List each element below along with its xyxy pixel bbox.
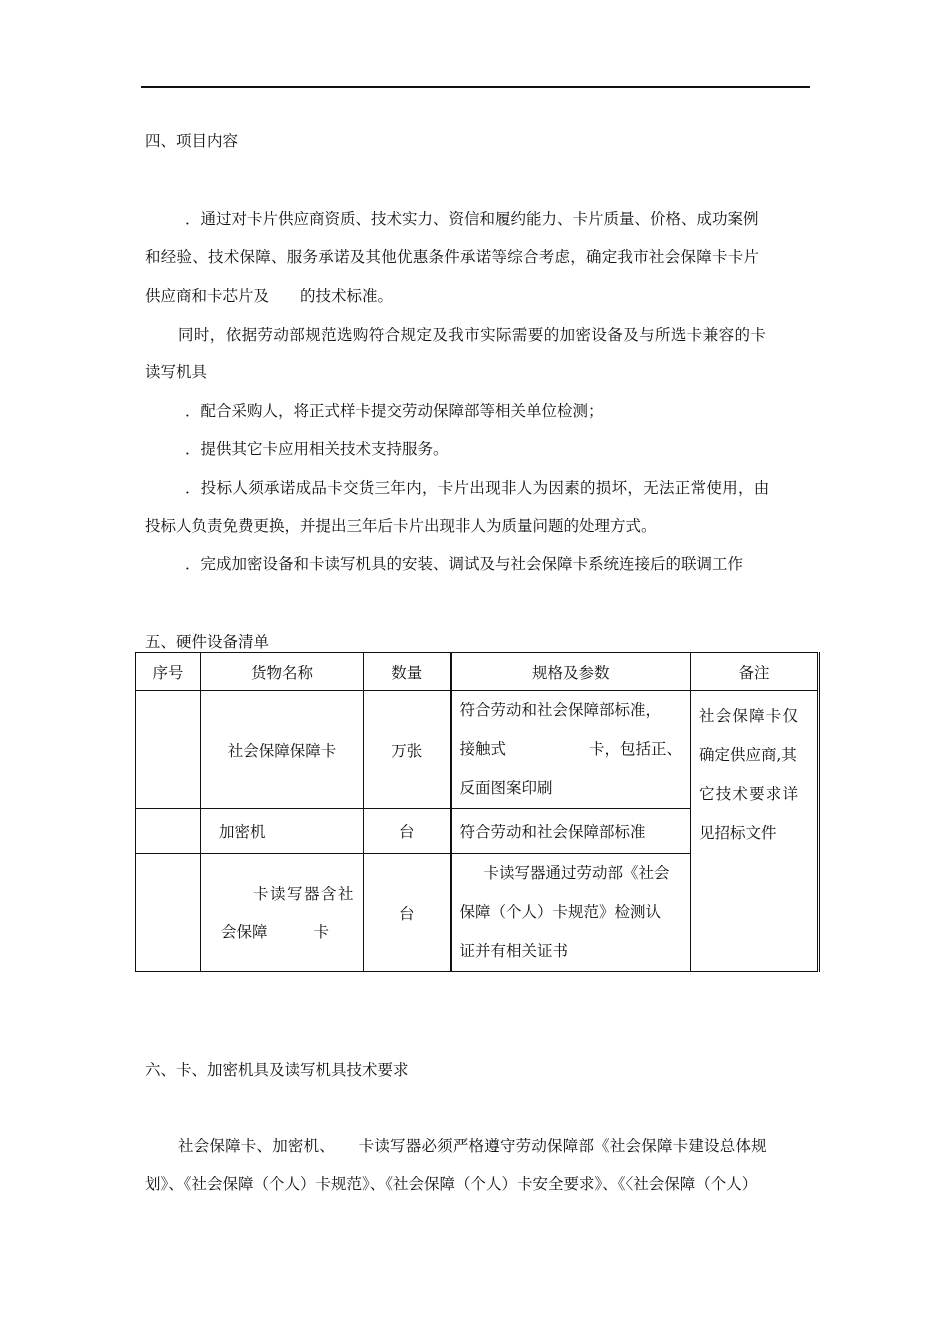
section4-heading: 四、项目内容	[145, 132, 239, 150]
header-qty: 数量	[364, 653, 451, 691]
equipment-table	[135, 652, 820, 972]
row3-name-line2: 会保障 卡	[221, 922, 330, 941]
row1-spec-line2: 接触式 卡，包括正、	[459, 740, 682, 758]
section5-heading: 五、硬件设备清单	[145, 633, 270, 651]
row3-spec-line1: 卡读写器通过劳动部《社会	[483, 864, 670, 882]
section6-para-line2: 划》、《社会保障（个人）卡规范》、《社会保障（个人）卡安全要求》、《〈社会保障（个人）	[145, 1175, 758, 1193]
row1-qty: 万张	[364, 691, 451, 809]
section4-para2-line1: 同时，依据劳动部规范选购符合规定及我市实际需要的加密设备及与所选卡兼容的卡	[178, 326, 767, 344]
remark-line1: 社会保障卡仅	[699, 707, 800, 725]
remark-line4: 见招标文件	[699, 824, 777, 842]
section4-item1-line1: ．通过对卡片供应商资质、技术实力、资信和履约能力、卡片质量、价格、成功案例	[185, 210, 759, 228]
section6-para-line1: 社会保障卡、加密机、 卡读写器必须严格遵守劳动保障部《社会保障卡建设总体规	[178, 1137, 767, 1155]
section4-item5-line2: 投标人负责免费更换，并提出三年后卡片出现非人为质量问题的处理方式。	[145, 517, 657, 535]
row3-qty: 台	[364, 854, 451, 972]
row3-spec	[451, 854, 691, 972]
header-seq: 序号	[136, 653, 201, 691]
row2-seq	[136, 809, 201, 854]
row2-spec: 符合劳动和社会保障部标准	[451, 809, 691, 854]
row3-seq	[136, 854, 201, 972]
row3-spec-line3: 证并有相关证书	[459, 942, 569, 960]
section4-item4: ．提供其它卡应用相关技术支持服务。	[185, 440, 449, 458]
header-spec: 规格及参数	[451, 653, 691, 691]
row1-spec-line1: 符合劳动和社会保障部标准，	[459, 701, 662, 719]
row1-spec-line3: 反面图案印刷	[459, 779, 553, 797]
section4-item1-line2: 和经验、技术保障、服务承诺及其他优惠条件承诺等综合考虑，确定我市社会保障卡卡片	[145, 248, 760, 266]
section4-item5-line1: ．投标人须承诺成品卡交货三年内，卡片出现非人为因素的损坏，无法正常使用，由	[185, 479, 770, 497]
header-rule	[141, 86, 810, 88]
remark-cell	[691, 691, 819, 972]
row2-qty: 台	[364, 809, 451, 854]
row1-seq	[136, 691, 201, 809]
section4-item3: ．配合采购人，将正式样卡提交劳动保障部等相关单位检测；	[185, 402, 604, 420]
row3-name	[201, 854, 364, 972]
remark-line2: 确定供应商,其	[699, 746, 797, 764]
row3-spec-line2: 保障（个人）卡规范》检测认	[459, 903, 662, 921]
row1-name: 社会保障保障卡	[201, 691, 364, 809]
section4-item1-line3: 供应商和卡芯片及 的技术标准。	[145, 287, 394, 305]
remark-line3: 它技术要求详	[699, 785, 800, 803]
header-name: 货物名称	[201, 653, 364, 691]
row1-spec	[451, 691, 691, 809]
section4-item6: ．完成加密设备和卡读写机具的安装、调试及与社会保障卡系统连接后的联调工作	[185, 555, 744, 573]
section6-heading: 六、卡、加密机具及读写机具技术要求	[145, 1061, 409, 1079]
section4-para2-line2: 读写机具	[145, 363, 208, 381]
row3-name-line1: 卡读写器含社	[252, 884, 355, 903]
table-row	[136, 691, 819, 809]
row2-name: 加密机	[201, 809, 364, 854]
header-remark: 备注	[691, 653, 819, 691]
table-header-row	[136, 653, 819, 691]
